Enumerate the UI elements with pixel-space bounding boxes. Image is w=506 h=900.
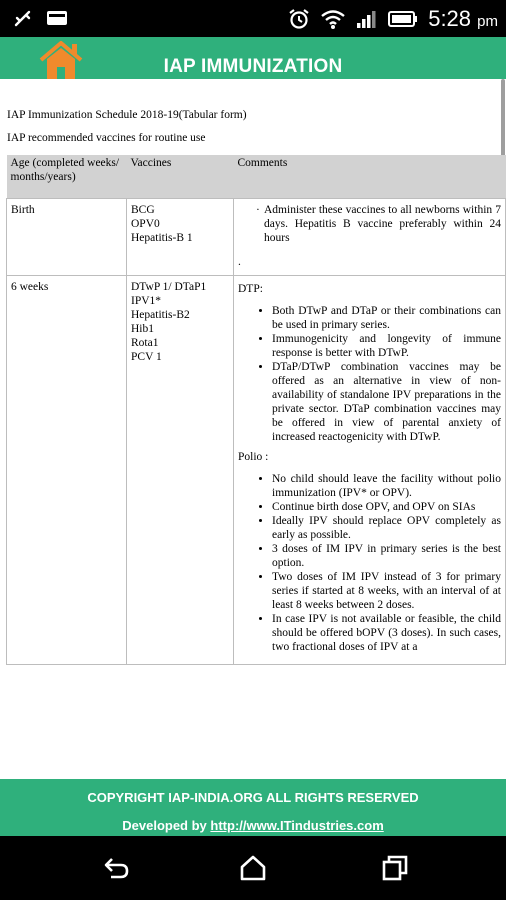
status-bar-right — [288, 6, 498, 32]
vaccine-item: BCG — [131, 203, 155, 216]
comment-line — [238, 203, 501, 245]
clock-ampm: pm — [477, 13, 498, 30]
list-item: • Continue birth dose OPV, and OPV on SIAs — [272, 500, 501, 514]
app-header — [0, 37, 506, 79]
vaccine-item: IPV1* — [131, 294, 162, 307]
developer-link[interactable]: http://www.ITindustries.com — [210, 818, 384, 833]
developer-credit — [0, 818, 506, 833]
status-bar-left — [14, 9, 68, 27]
status-bar — [0, 0, 506, 37]
home-nav-icon[interactable] — [238, 854, 268, 882]
clock-time: 5:28 — [428, 6, 472, 31]
signal-icon — [356, 9, 378, 29]
list-item: • DTaP/DTwP combination vaccines may be offered as an alternative in view of non-availability of standalone IPV preparations in the private sector. DTaP combination vaccines may be offered in view of parental anxiety of increased reactogenicity with DTwP. — [272, 360, 501, 444]
recents-icon[interactable] — [380, 854, 410, 882]
list-item: • In case IPV is not available or feasible, the child should be offered bOPV (3 doses). In such cases, two fractional doses of IPV at a — [272, 612, 501, 654]
vaccine-item: DTwP 1/ DTaP1 — [131, 280, 207, 293]
document-subheading: IAP recommended vaccines for routine use — [7, 132, 206, 144]
comment-cell — [234, 198, 506, 275]
content-webview[interactable] — [0, 79, 506, 779]
app-title: IAP IMMUNIZATION — [163, 56, 343, 77]
section-label-dtp: DTP: — [238, 282, 263, 295]
wifi-icon — [320, 8, 346, 30]
back-icon[interactable] — [101, 854, 131, 882]
alarm-icon — [288, 8, 310, 30]
list-item: • No child should leave the facility without polio immunization (IPV* or OPV). — [272, 472, 501, 500]
column-header-comments: Comments — [234, 155, 506, 198]
image-notification-icon — [46, 9, 68, 27]
comment-cell — [234, 275, 506, 664]
developed-by-label: Developed by — [122, 818, 207, 833]
copyright-text: COPYRIGHT IAP-INDIA.ORG ALL RIGHTS RESERVED — [87, 790, 419, 805]
section-label-polio: Polio : — [238, 450, 269, 463]
vaccines-cell — [127, 275, 234, 664]
document-heading: IAP Immunization Schedule 2018-19(Tabular form) — [7, 109, 247, 121]
vaccine-item: Hepatitis-B2 — [131, 308, 190, 321]
table-row — [7, 198, 506, 275]
vaccines-cell — [127, 198, 234, 275]
age-cell: 6 weeks — [7, 275, 127, 664]
vaccine-item: PCV 1 — [131, 350, 162, 363]
comment-dot: · — [256, 203, 260, 216]
vaccine-item: Hepatitis-B 1 — [131, 231, 193, 244]
clock — [428, 6, 498, 32]
vaccine-item: Hib1 — [131, 322, 154, 335]
comment-text: Administer these vaccines to all newborns within 7 days. Hepatitis B vaccine preferably within 24 hours — [264, 203, 501, 244]
list-item: • 3 doses of IM IPV in primary series is the best option. — [272, 542, 501, 570]
usb-icon — [14, 9, 32, 27]
age-cell: Birth — [7, 198, 127, 275]
system-nav-bar — [0, 836, 506, 900]
list-item: • Two doses of IM IPV instead of 3 for primary series if started at 8 weeks, with an interval of at least 8 weeks between 2 doses. — [272, 570, 501, 612]
dtp-bullet-list — [238, 304, 501, 444]
list-item: • Both DTwP and DTaP or their combinations can be used in primary series. — [272, 304, 501, 332]
polio-bullet-list — [238, 472, 501, 654]
schedule-table — [6, 155, 506, 665]
table-row — [7, 275, 506, 664]
table-header-row — [7, 155, 506, 198]
comment-tail: . — [238, 255, 241, 268]
column-header-age: Age (completed weeks/ months/years) — [7, 155, 127, 198]
vaccine-item: OPV0 — [131, 217, 160, 230]
column-header-vaccines: Vaccines — [127, 155, 234, 198]
footer — [0, 779, 506, 836]
list-item: • Ideally IPV should replace OPV completely as early as possible. — [272, 514, 501, 542]
list-item: • Immunogenicity and longevity of immune response is better with DTwP. — [272, 332, 501, 360]
vaccine-item: Rota1 — [131, 336, 159, 349]
battery-icon — [388, 10, 418, 28]
